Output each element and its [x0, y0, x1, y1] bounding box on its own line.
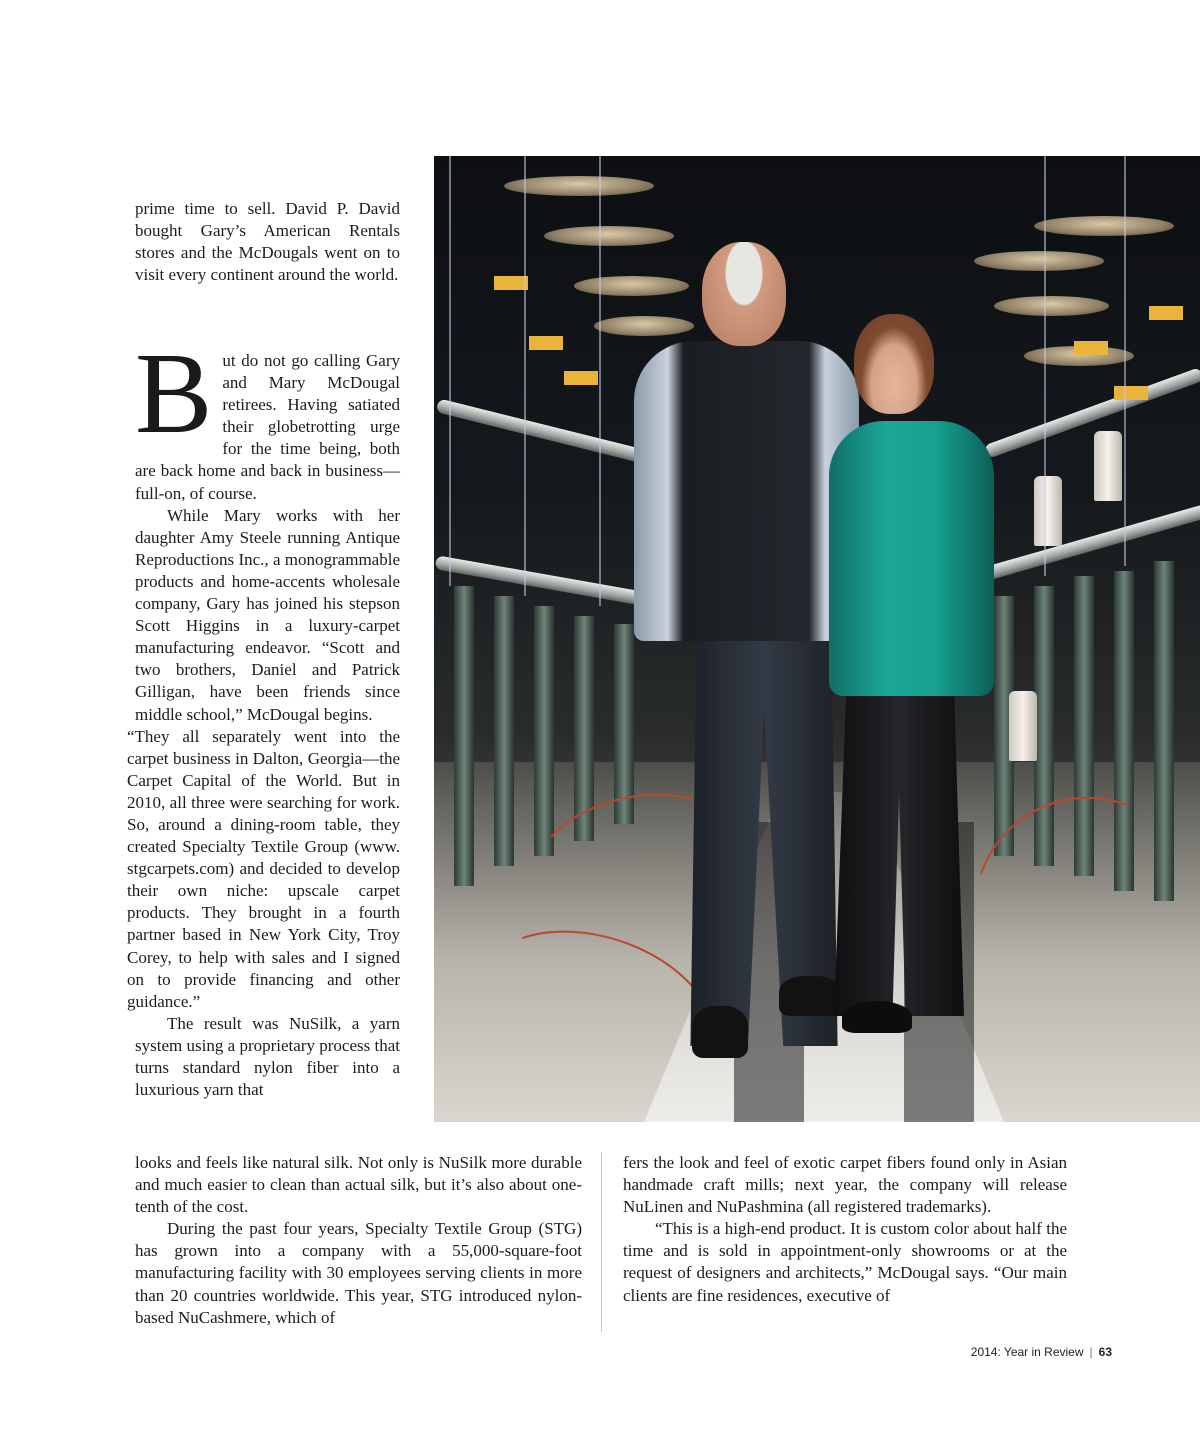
machine-post [454, 586, 474, 886]
creel-tray [974, 251, 1104, 271]
article-column-bottom-left [135, 1152, 582, 1329]
yarn-thread [1044, 156, 1046, 576]
man-sweater-vest [634, 341, 859, 641]
yarn-cone [1034, 476, 1062, 546]
body-paragraph: “They all separately went into the carpet business in Dalton, Georgia—the Carpet Capital of the World. But in 2010, all three were searching for work. So, around a dining-room table, they created Specialty Textile Group (www. stgcarpets.com) and decided to develop their own niche: upscale carpet products. They brought in a fourth partner based in New York City, Troy Corey, to help with sales and I signed on to provide financing and other guidance.” [127, 726, 400, 1011]
yellow-tag [1114, 386, 1148, 400]
man-shoe [779, 976, 841, 1016]
woman-shoe [842, 1001, 912, 1033]
machine-post [494, 596, 514, 866]
yarn-thread [1124, 156, 1126, 566]
yellow-tag [1149, 306, 1183, 320]
woman-teal-blouse [829, 421, 994, 696]
article-column-bottom-right [623, 1152, 1067, 1307]
body-paragraph: ut do not go calling Gary and Mary McDougal retirees. Having satiated their globetrotting urge for the time being, both are back home and back in business—full-on, of course. [135, 351, 400, 503]
page-number: 63 [1098, 1345, 1112, 1359]
body-paragraph: While Mary works with her daughter Amy Steele running Antique Reproductions Inc., a monogrammable products and home-accents wholesale company, Gary has joined his stepson Scott Higgins in a luxury-carpet manufacturing endeavor. “Scott and two brothers, Daniel and Patrick Gilligan, have been friends since middle school,” McDougal begins. [135, 505, 400, 724]
yellow-tag [564, 371, 598, 385]
footer-separator: | [1089, 1345, 1093, 1359]
column-divider [601, 1152, 602, 1332]
yarn-cone [1009, 691, 1037, 761]
body-paragraph: fers the look and feel of exotic carpet fibers found only in Asian handmade craft mills; next year, the company will release NuLinen and NuPashmina (all registered trademarks). [623, 1153, 1067, 1217]
yarn-cone [1094, 431, 1122, 501]
publication-name: 2014: Year in Review [970, 1345, 1084, 1359]
yarn-thread [449, 156, 451, 586]
body-paragraph: “This is a high-end product. It is custom color about half the time and is sold in appointment-only showrooms or at the request of designers and architects,” McDougal says. “Our main clients are fine residences, executive of [623, 1219, 1067, 1305]
creel-tray [1034, 216, 1174, 236]
page-footer [940, 1345, 1112, 1359]
creel-tray [504, 176, 654, 196]
drop-cap: B [135, 330, 213, 458]
machine-rail [984, 367, 1200, 459]
yarn-thread [599, 156, 601, 606]
body-paragraph: prime time to sell. David P. David bought Gary’s American Rentals stores and the McDougals went on to visit every continent around the world. [135, 199, 400, 285]
yellow-tag [494, 276, 528, 290]
yellow-tag [1074, 341, 1108, 355]
creel-tray [544, 226, 674, 246]
body-paragraph: During the past four years, Specialty Textile Group (STG) has grown into a company with a 55,000-square-foot manufacturing facility with 30 employees serving clients in more than 20 countries worldwide. This year, STG introduced nylon-based NuCashmere, which of [135, 1219, 582, 1327]
machine-rail [436, 398, 663, 467]
man-shoe [692, 1006, 748, 1058]
body-paragraph: The result was NuSilk, a yarn system using a proprietary process that turns standard nylon fiber into a luxurious yarn that [135, 1013, 400, 1100]
man-head [702, 242, 786, 346]
yarn-thread [524, 156, 526, 596]
creel-tray [594, 316, 694, 336]
article-column-left [127, 330, 400, 1101]
article-column-top-left [135, 198, 400, 286]
couple-in-carpet-mill-photo [434, 156, 1200, 1122]
yellow-tag [529, 336, 563, 350]
creel-tray [994, 296, 1109, 316]
body-paragraph: looks and feels like natural silk. Not only is NuSilk more durable and much easier to clean than actual silk, but it’s also about one-tenth of the cost. [135, 1153, 582, 1217]
machine-post [614, 624, 634, 824]
woman-head [854, 314, 934, 414]
machine-post [534, 606, 554, 856]
creel-tray [574, 276, 689, 296]
